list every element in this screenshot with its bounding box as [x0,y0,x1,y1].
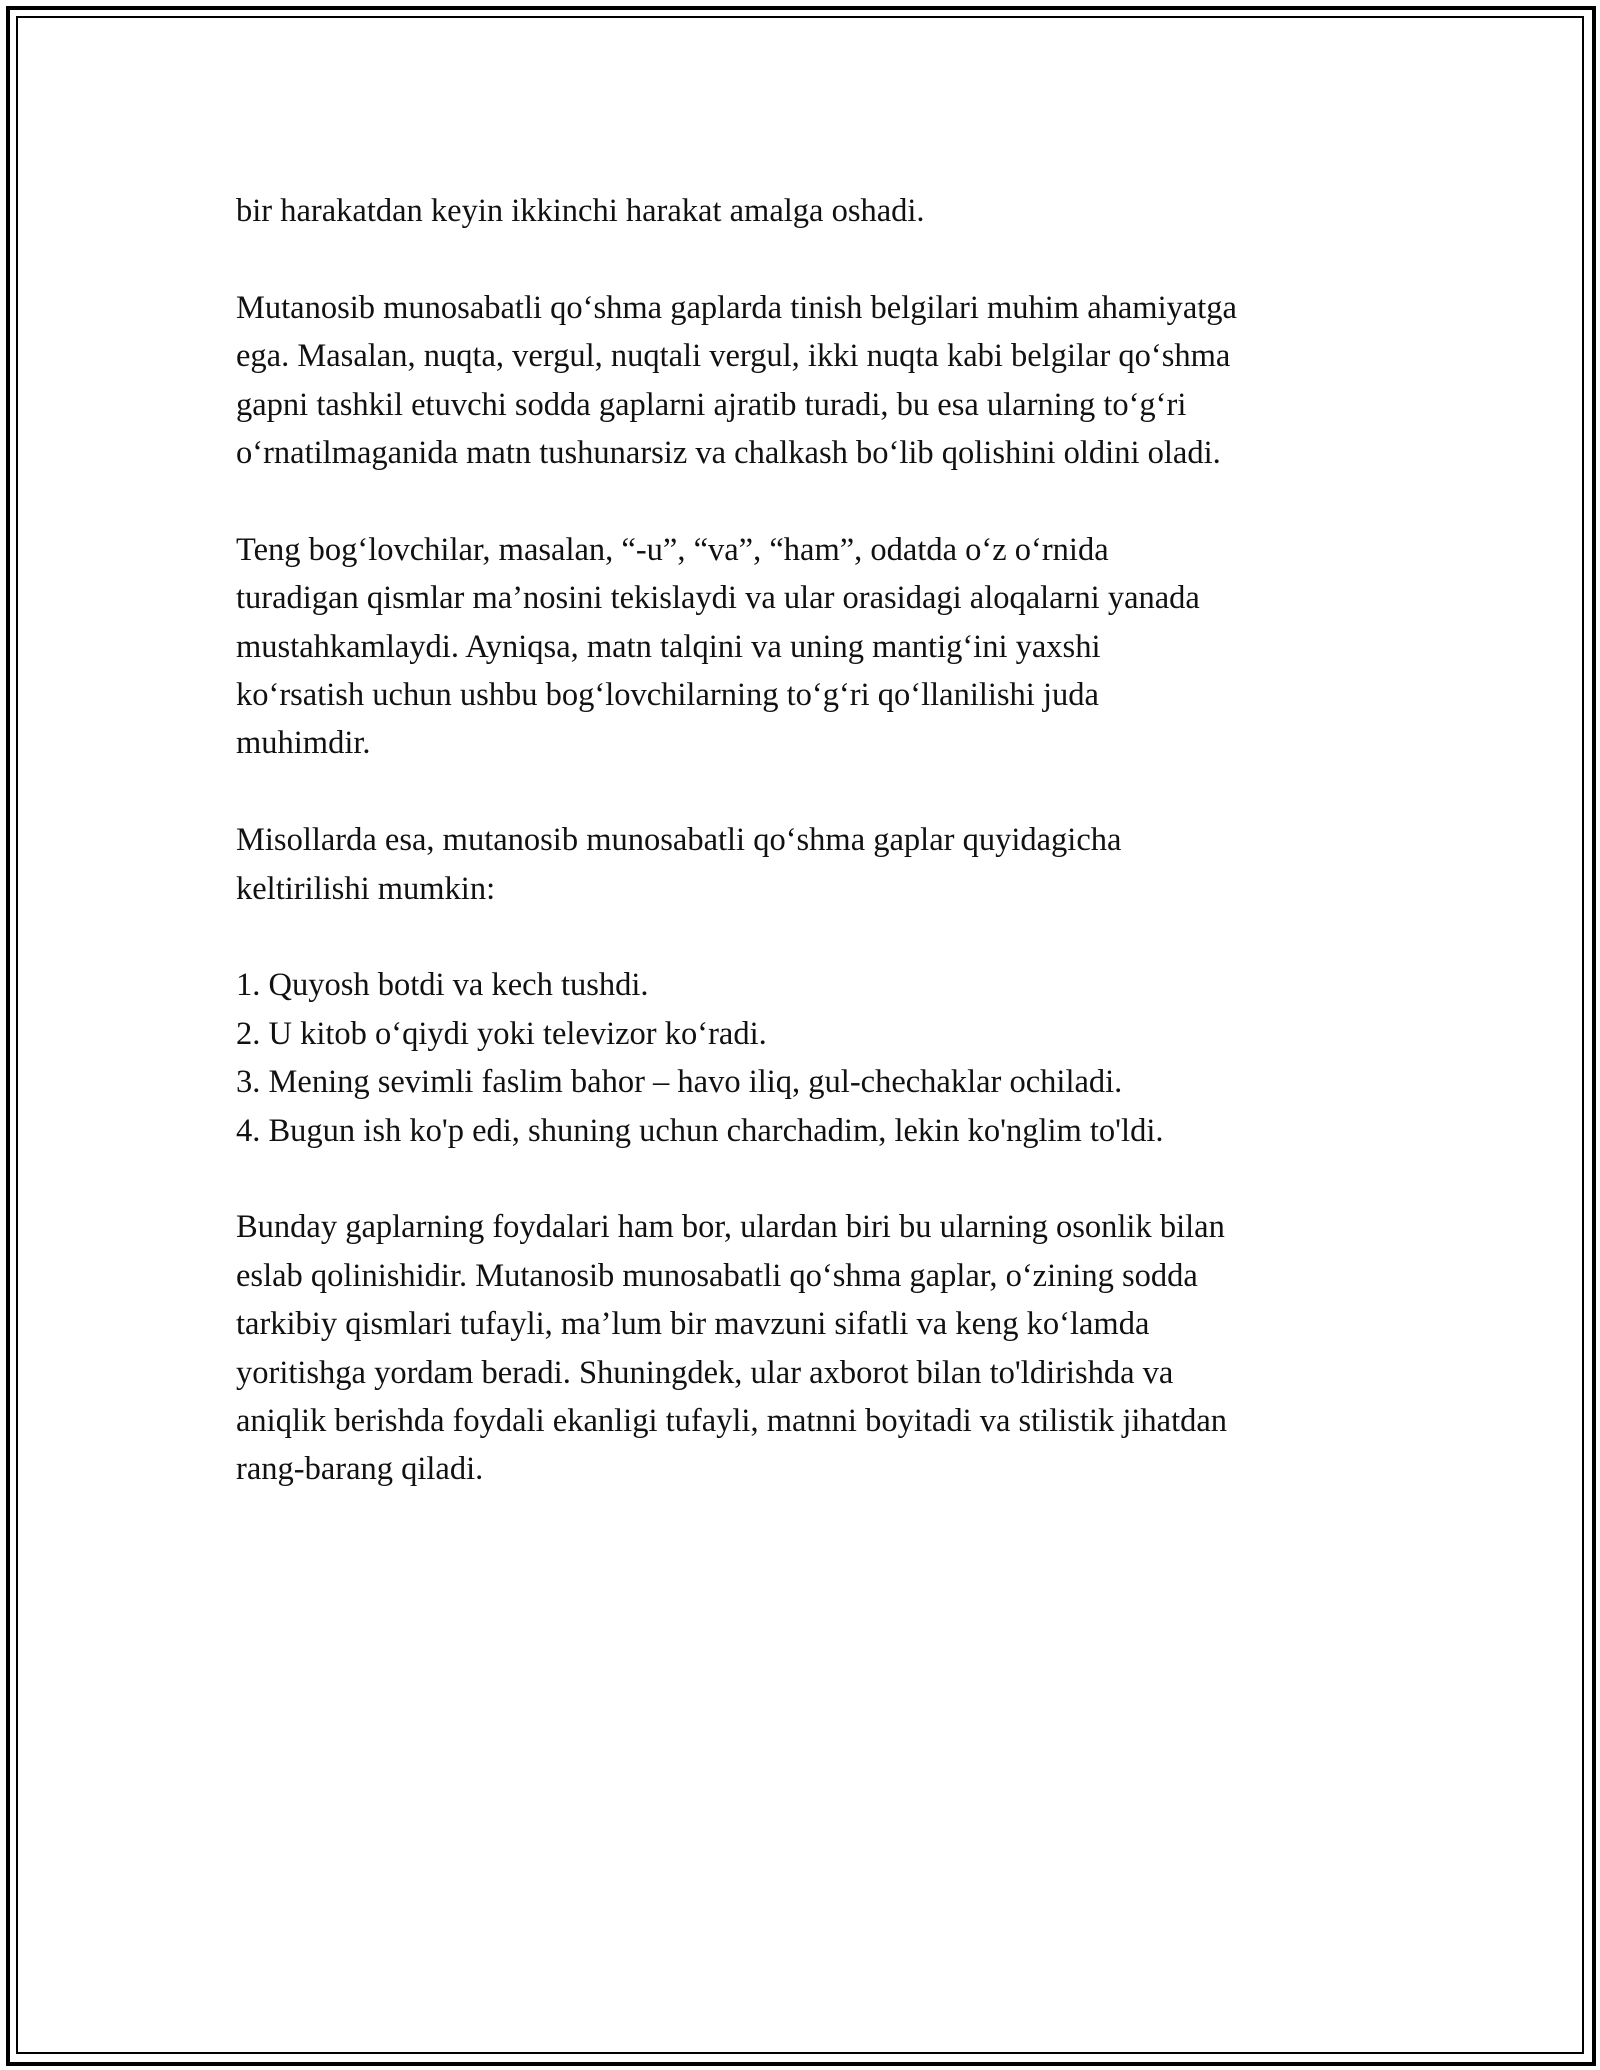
examples-list [236,961,1376,1155]
list-item: 3. Mening sevimli faslim bahor – havo iliq, gul-chechaklar ochiladi. [236,1064,1123,1101]
paragraph-punctuation: Mutanosib munosabatli qo‘shma gaplarda tinish belgilari muhim ahamiyatga ega. Masalan, nuqta, vergul, nuqtali vergul, ikki nuqta kabi belgilar qo‘shma gapni tashkil etuvchi sodda gaplarni ajratib turadi, bu esa ularning to‘g‘ri o‘rnatilmaganida matn tushunarsiz va chalkash bo‘lib qolishini oldini oladi. [236,289,1237,472]
list-item: 1. Quyosh botdi va kech tushdi. [236,967,649,1004]
paragraph-conjunctions: Teng bog‘lovchilar, masalan, “-u”, “va”, “ham”, odatda o‘z o‘rnida turadigan qismlar ma’nosini tekislaydi va ular orasidagi aloqalarni yanada mustahkamlaydi. Ayniqsa, matn talqini va uning mantig‘ini yaxshi ko‘rsatish uchun ushbu bog‘lovchilarning to‘g‘ri qo‘llanilishi juda muhimdir. [236,531,1200,762]
paragraph-examples-intro: Misollarda esa, mutanosib munosabatli qo‘shma gaplar quyidagicha keltirilishi mumkin: [236,822,1122,907]
paragraph-benefits: Bunday gaplarning foydalari ham bor, ulardan biri bu ularning osonlik bilan eslab qolinishidir. Mutanosib munosabatli qo‘shma gaplar, o‘zining sodda tarkibiy qismlari tufayli, ma’lum bir mavzuni sifatli va keng ko‘lamda yoritishga yordam beradi. Shuningdek, ular axborot bilan to'ldirishda va aniqlik berishda foydali ekanligi tufayli, matnni boyitadi va stilistik jihatdan rang-barang qiladi. [236,1209,1228,1488]
document-body [236,187,1376,1542]
paragraph-continuation: bir harakatdan keyin ikkinchi harakat amalga oshadi. [236,193,925,229]
list-item: 2. U kitob o‘qiydi yoki televizor ko‘radi. [236,1015,767,1052]
list-item: 4. Bugun ish ko'p edi, shuning uchun charchadim, lekin ko'nglim to'ldi. [236,1112,1164,1149]
